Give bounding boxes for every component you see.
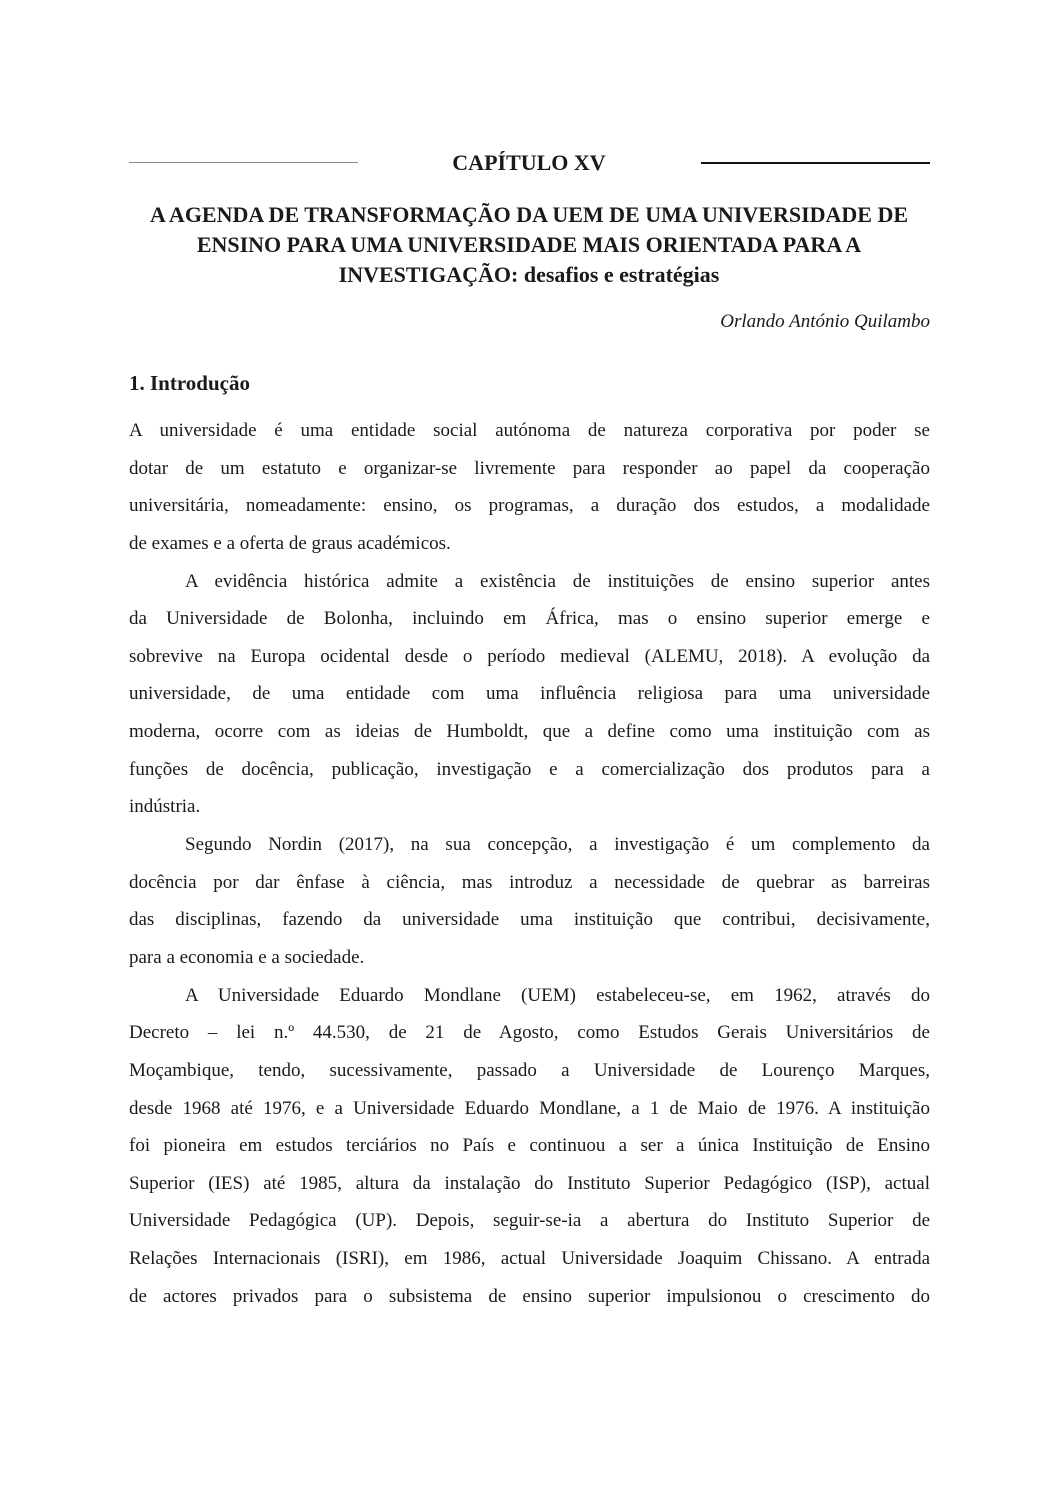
- text-line: foi pioneira em estudos terciários no País e continuou a ser a única Instituição de Ensino: [129, 1135, 930, 1157]
- text-line: sobrevive na Europa ocidental desde o período medieval (ALEMU, 2018). A evolução da: [129, 645, 930, 667]
- text-line: Superior (IES) até 1985, altura da instalação do Instituto Superior Pedagógico (ISP), actual: [129, 1172, 930, 1194]
- text-line: Universidade Pedagógica (UP). Depois, seguir-se-ia a abertura do Instituto Superior de: [129, 1210, 930, 1232]
- chapter-heading: CAPÍTULO XV: [452, 150, 606, 175]
- paragraph: [129, 563, 930, 826]
- text-line: A evidência histórica admite a existência de instituições de ensino superior antes: [185, 570, 930, 592]
- text-line: universitária, nomeadamente: ensino, os programas, a duração dos estudos, a modalidade: [129, 495, 930, 517]
- text-line: Relações Internacionais (ISRI), em 1986, actual Universidade Joaquim Chissano. A entrada: [129, 1248, 930, 1270]
- text-line: docência por dar ênfase à ciência, mas introduz a necessidade de quebrar as barreiras: [129, 871, 930, 893]
- text-line: A universidade é uma entidade social autónoma de natureza corporativa por poder se: [129, 420, 930, 441]
- text-line: desde 1968 até 1976, e a Universidade Eduardo Mondlane, a 1 de Maio de 1976. A instituição: [129, 1097, 930, 1119]
- chapter-title: [120, 200, 938, 290]
- text-line: universidade, de uma entidade com uma influência religiosa para uma universidade: [129, 683, 930, 705]
- section-heading: 1. Introdução: [129, 371, 250, 395]
- text-line: A Universidade Eduardo Mondlane (UEM) estabeleceu-se, em 1962, através do: [185, 984, 930, 1006]
- body-text: [129, 412, 930, 1315]
- paragraph: [129, 826, 930, 977]
- text-line: Moçambique, tendo, sucessivamente, passado a Universidade de Lourenço Marques,: [129, 1059, 930, 1081]
- text-line: de actores privados para o subsistema de ensino superior impulsionou o crescimento do: [129, 1285, 930, 1307]
- text-line: funções de docência, publicação, investigação e a comercialização dos produtos para a: [129, 758, 930, 780]
- author-name: Orlando António Quilambo: [720, 311, 930, 332]
- text-line: para a economia e a sociedade.: [129, 946, 365, 968]
- text-line: da Universidade de Bolonha, incluindo em África, mas o ensino superior emerge e: [129, 608, 930, 630]
- paragraph: [129, 977, 930, 1316]
- title-line: ENSINO PARA UMA UNIVERSIDADE MAIS ORIENTADA PARA A: [196, 232, 862, 257]
- text-line: das disciplinas, fazendo da universidade uma instituição que contribui, decisivamente,: [129, 909, 930, 931]
- paragraph: [129, 412, 930, 563]
- text-line: dotar de um estatuto e organizar-se livremente para responder ao papel da cooperação: [129, 457, 930, 479]
- text-line: Segundo Nordin (2017), na sua concepção, a investigação é um complemento da: [185, 834, 930, 856]
- title-line: A AGENDA DE TRANSFORMAÇÃO DA UEM DE UMA UNIVERSIDADE DE: [149, 202, 909, 227]
- title-line: INVESTIGAÇÃO: desafios e estratégias: [338, 262, 720, 287]
- text-line: Decreto – lei n.º 44.530, de 21 de Agosto, como Estudos Gerais Universitários de: [129, 1022, 930, 1044]
- text-line: moderna, ocorre com as ideias de Humboldt, que a define como uma instituição com as: [129, 721, 930, 743]
- text-line: de exames e a oferta de graus académicos.: [129, 532, 451, 554]
- text-line: indústria.: [129, 796, 201, 818]
